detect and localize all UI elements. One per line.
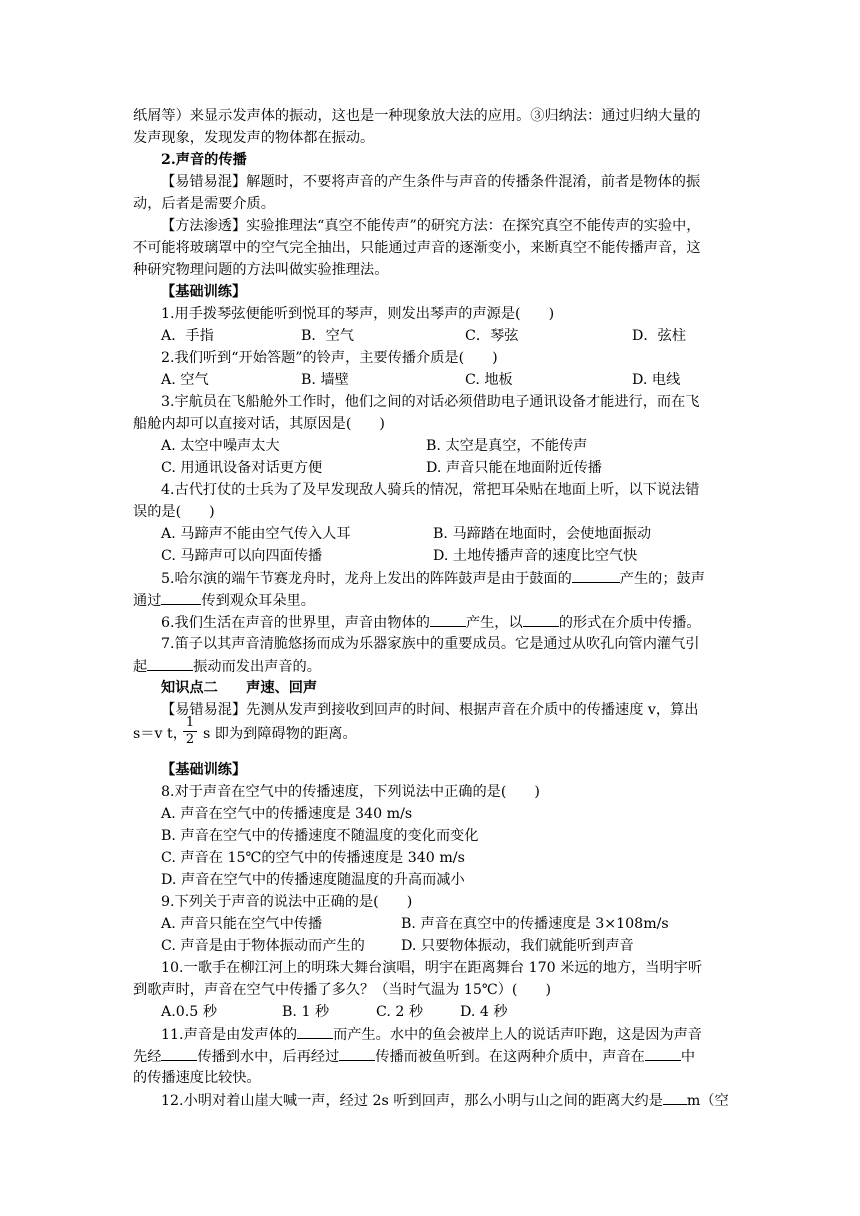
option-b: B. 马蹄踏在地面时，会使地面振动 — [433, 526, 652, 542]
question-text: 误的是( — [133, 504, 182, 520]
option-a: A．手指 — [161, 328, 214, 344]
option-c: C. 马蹄声可以向四面传播 — [161, 548, 323, 564]
section-heading: 【基础训练】 — [161, 762, 247, 778]
question-5 — [161, 568, 705, 589]
section-heading: 知识点二 声速、回声 — [161, 680, 318, 696]
answer-blank[interactable] — [147, 656, 193, 671]
question-text: 传播而被鱼听到。在这两种介质中，声音在 — [375, 1049, 645, 1065]
text-line: 发声现象，发现发声的物体都在振动。 — [133, 130, 375, 146]
option-d: D．弦柱 — [632, 328, 686, 344]
question-text: 到歌声时，声音在空气中传播了多久？（当时气温为 15℃）( — [133, 982, 518, 998]
paren: ) — [545, 982, 552, 998]
option-b: B．空气 — [301, 328, 354, 344]
answer-blank[interactable] — [161, 1046, 197, 1061]
text-line: s 即为到障碍物的距离。 — [203, 726, 357, 742]
question-text: 中 — [680, 1049, 696, 1065]
question-text: 先经 — [133, 1049, 162, 1065]
question-11-cont — [133, 1046, 695, 1067]
answer-blank[interactable] — [297, 1024, 333, 1039]
question-1 — [161, 304, 554, 324]
question-text: 11.声音是由发声体的 — [161, 1027, 298, 1043]
option-b: B. 声音在空气中的传播速度不随温度的变化而变化 — [161, 828, 479, 844]
option-d: D. 电线 — [632, 372, 681, 388]
question-10-cont — [133, 980, 551, 1000]
question-text: 通过 — [133, 593, 162, 609]
option-a: A.0.5 秒 — [161, 1004, 218, 1020]
text-line: 【方法渗透】实验推理法“真空不能传声”的研究方法：在探究真空不能传声的实验中， — [161, 218, 701, 234]
question-4-cont — [133, 502, 215, 522]
question-text: 9.下列关于声音的说法中正确的是( — [161, 894, 379, 910]
paren: ) — [548, 306, 555, 322]
option-d: D. 土地传播声音的速度比空气快 — [433, 548, 638, 564]
section-heading: 2.声音的传播 — [161, 152, 247, 168]
question-text: 而产生。水中的鱼会被岸上人的说话声吓跑，这是因为声音 — [333, 1027, 702, 1043]
option-c: C. 用通讯设备对话更方便 — [161, 460, 323, 476]
section-heading: 【基础训练】 — [161, 284, 247, 300]
question-3-cont — [133, 414, 385, 434]
answer-blank[interactable] — [645, 1046, 681, 1061]
question-text: 起 — [133, 659, 148, 675]
question-5-cont — [133, 590, 315, 611]
question-3: 3.宇航员在飞船舱外工作时，他们之间的对话必须借助电子通讯设备才能进行，而在飞 — [161, 394, 700, 410]
answer-blank[interactable] — [523, 612, 559, 627]
question-7: 7.笛子以其声音清脆悠扬而成为乐器家族中的重要成员。它是通过从吹孔向管内灌气引 — [161, 636, 700, 652]
fraction-numerator: 1 — [183, 715, 197, 732]
question-text: 1.用手拨琴弦便能听到悦耳的琴声，则发出琴声的声源是( — [161, 306, 521, 322]
option-c: C．琴弦 — [465, 328, 519, 344]
text-line: 【易错易混】解题时，不要将声音的产生条件与声音的传播条件混淆，前者是物体的振 — [161, 174, 701, 190]
option-b: B. 墙壁 — [301, 372, 349, 388]
question-text: 振动而发出声音的。 — [193, 659, 321, 675]
question-text: 的形式在介质中传播。 — [558, 615, 701, 631]
option-d: D. 声音在空气中的传播速度随温度的升高而减小 — [161, 872, 465, 888]
paren: ) — [379, 416, 385, 432]
paren: ) — [492, 350, 498, 366]
option-d: D. 4 秒 — [460, 1004, 508, 1020]
question-text: 产生的；鼓声 — [619, 571, 705, 587]
question-7-cont — [133, 656, 321, 677]
question-9 — [161, 892, 412, 912]
option-b: B. 1 秒 — [282, 1004, 330, 1020]
option-a: A. 太空中噪声太大 — [161, 438, 280, 454]
option-a: A. 声音在空气中的传播速度是 340 m/s — [161, 806, 413, 822]
question-10: 10.一歌手在柳江河上的明珠大舞台演唱，明宇在距离舞台 170 米远的地方，当明宇听 — [161, 960, 703, 976]
option-b: B. 声音在真空中的传播速度是 3×108m/s — [401, 916, 669, 932]
paren: ) — [406, 894, 413, 910]
option-c: C. 声音在 15℃的空气中的传播速度是 340 m/s — [161, 850, 465, 866]
question-11 — [161, 1024, 702, 1045]
question-8 — [161, 782, 540, 802]
question-text: m（空 — [686, 1093, 729, 1109]
option-a: A. 马蹄声不能由空气传入人耳 — [161, 526, 351, 542]
question-text: 5.哈尔演的端午节赛龙舟时，龙舟上发出的阵阵鼓声是由于鼓面的 — [161, 571, 572, 587]
question-2 — [161, 348, 498, 368]
question-text: 12.小明对着山崖大喊一声，经过 2s 听到回声，那么小明与山之间的距离大约是 — [161, 1093, 663, 1109]
option-c: C. 地板 — [465, 372, 513, 388]
text-line: 种研究物理问题的方法叫做实验推理法。 — [133, 262, 389, 278]
paren: ) — [209, 504, 215, 520]
answer-blank[interactable] — [572, 568, 620, 583]
question-text: 6.我们生活在声音的世界里，声音由物体的 — [161, 615, 430, 631]
option-a: A. 声音只能在空气中传播 — [161, 916, 323, 932]
option-b: B. 太空是真空，不能传声 — [426, 438, 588, 454]
answer-blank[interactable] — [339, 1046, 375, 1061]
question-text: 传播到水中，后再经过 — [197, 1049, 340, 1065]
question-text: 2.我们听到“开始答题”的铃声，主要传播介质是( — [161, 350, 465, 366]
answer-blank[interactable] — [430, 612, 466, 627]
option-c: C. 2 秒 — [376, 1004, 424, 1020]
question-text: 产生，以 — [465, 615, 523, 631]
text-line: s＝v t， — [133, 726, 187, 742]
question-text: 传到观众耳朵里。 — [201, 593, 315, 609]
answer-blank[interactable] — [161, 590, 201, 605]
text-line: 【易错易混】先测从发声到接收到回声的时间、根据声音在介质中的传播速度 v，算出 — [161, 702, 699, 718]
option-d: D. 只要物体振动，我们就能听到声音 — [401, 938, 634, 954]
text-line: 纸屑等）来显示发声体的振动，这也是一种现象放大法的应用。③归纳法：通过归纳大量的 — [133, 108, 701, 124]
text-line: 动，后者是需要介质。 — [133, 196, 275, 212]
text-line: 不可能将玻璃罩中的空气完全抽出，只能通过声音的逐渐变小，来断真空不能传播声音，这 — [133, 240, 701, 256]
answer-blank[interactable] — [663, 1090, 687, 1105]
question-12 — [161, 1090, 729, 1111]
paren: ) — [534, 784, 540, 800]
option-a: A. 空气 — [161, 372, 209, 388]
question-text: 船舱内却可以直接对话，其原因是( — [133, 416, 352, 432]
question-11-cont: 的传播速度比较快。 — [133, 1070, 261, 1086]
question-4: 4.古代打仗的士兵为了及早发现敌人骑兵的情况，常把耳朵贴在地面上听，以下说法错 — [161, 482, 700, 498]
question-text: 8.对于声音在空气中的传播速度，下列说法中正确的是( — [161, 784, 507, 800]
fraction-denominator: 2 — [185, 732, 195, 747]
option-d: D. 声音只能在地面附近传播 — [426, 460, 602, 476]
question-6 — [161, 612, 701, 633]
option-c: C. 声音是由于物体振动而产生的 — [161, 938, 365, 954]
fraction-one-half — [183, 715, 197, 748]
